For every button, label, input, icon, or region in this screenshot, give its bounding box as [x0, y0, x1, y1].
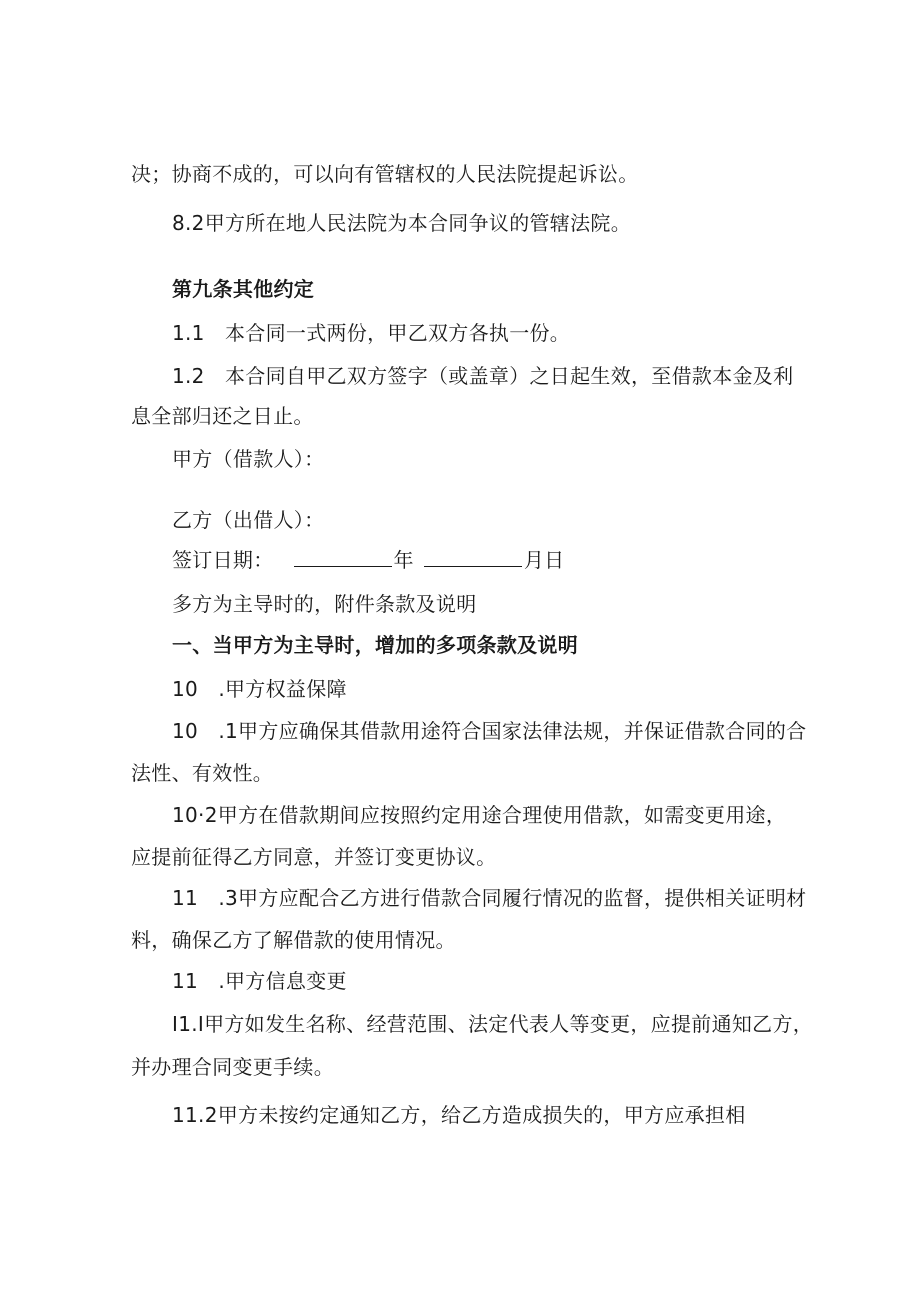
year-blank: [294, 548, 392, 567]
signing-date-label: 签订日期：: [172, 548, 274, 572]
paragraph-line: 10·2甲方在借款期间应按照约定用途合理使用借款，如需变更用途，: [172, 803, 787, 827]
paragraph-line: 决；协商不成的，可以向有管辖权的人民法院提起诉讼。: [131, 162, 639, 186]
paragraph-line: 1.1 本合同一式两份，甲乙双方各执一份。: [172, 321, 571, 345]
paragraph-line: 11 .3甲方应配合乙方进行借款合同履行情况的监督，提供相关证明材: [172, 886, 807, 910]
paragraph-line: 应提前征得乙方同意，并签订变更协议。: [131, 845, 497, 869]
section-heading: 第九条其他约定: [172, 277, 315, 301]
party-b-signature-label: 乙方（出借人）：: [172, 508, 325, 532]
party-a-signature-label: 甲方（借款人）：: [172, 447, 325, 471]
signing-date-line: [172, 546, 564, 574]
year-label: 年: [393, 548, 414, 572]
month-blank: [424, 548, 522, 567]
paragraph-line: 10 .甲方权益保障: [172, 677, 347, 701]
paragraph-line: 料，确保乙方了解借款的使用情况。: [131, 928, 456, 952]
paragraph-line: 10 .1甲方应确保其借款用途符合国家法律法规，并保证借款合同的合: [172, 719, 807, 743]
section-heading: 一、当甲方为主导时，增加的多项条款及说明: [172, 633, 578, 657]
paragraph-line: 1.2 本合同自甲乙双方签字（或盖章）之日起生效，至借款本金及利: [172, 364, 794, 388]
paragraph-line: 11 .甲方信息变更: [172, 969, 347, 993]
paragraph-line: 8.2甲方所在地人民法院为本合同争议的管辖法院。: [172, 211, 632, 235]
paragraph-line: 法性、有效性。: [131, 761, 274, 785]
paragraph-line: 11.2甲方未按约定通知乙方，给乙方造成损失的，甲方应承担相: [172, 1103, 746, 1127]
paragraph-line: 多方为主导时的，附件条款及说明: [172, 592, 477, 616]
month-day-label: 月日: [523, 548, 565, 572]
paragraph-line: 息全部归还之日止。: [131, 404, 314, 428]
paragraph-line: 并办理合同变更手续。: [131, 1055, 334, 1079]
paragraph-line: I1.I甲方如发生名称、经营范围、法定代表人等变更，应提前通知乙方，: [172, 1012, 814, 1036]
